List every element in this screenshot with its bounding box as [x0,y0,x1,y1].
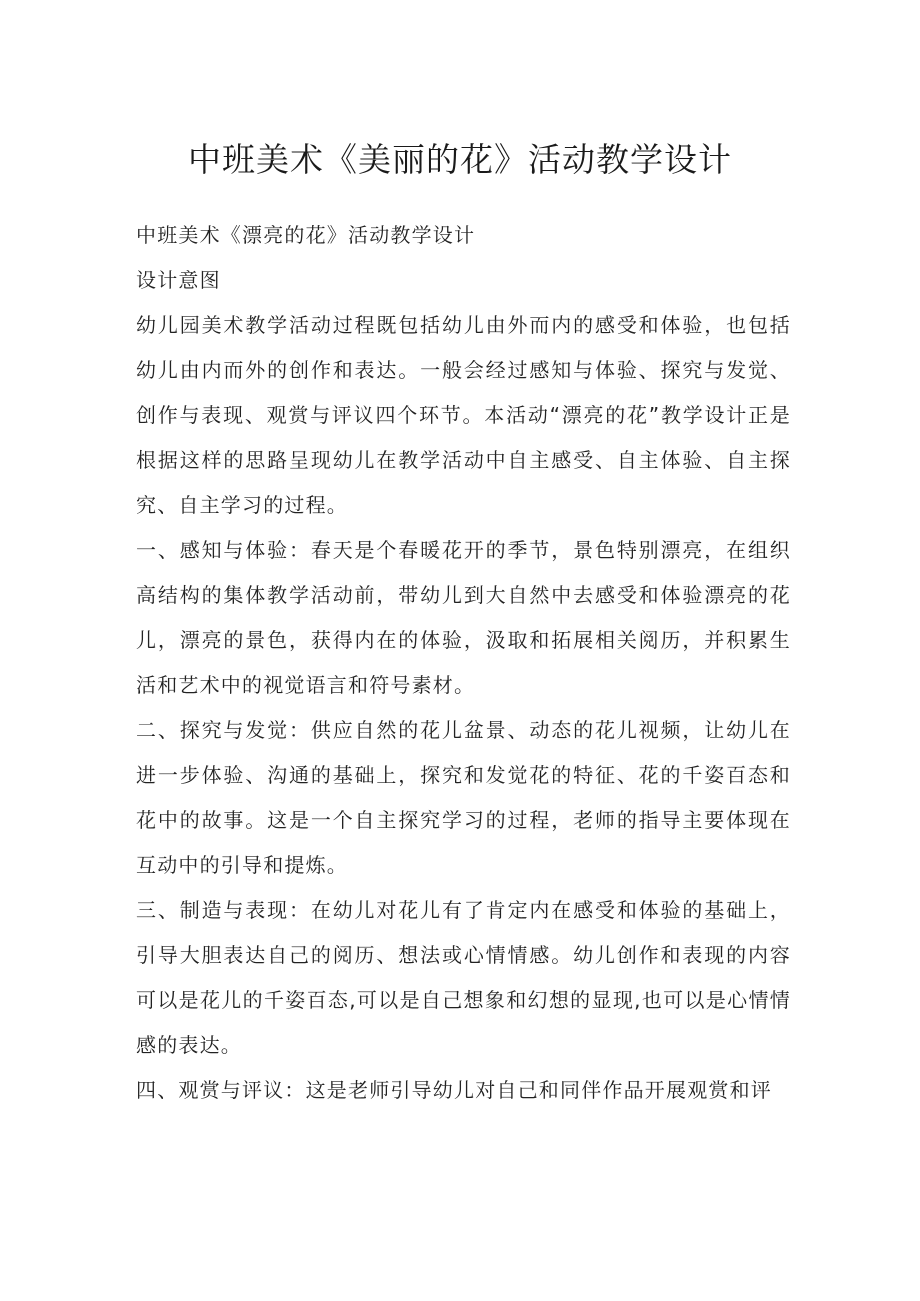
document-title: 中班美术《美丽的花》活动教学设计 [188,140,732,179]
paragraph: 四、观赏与评议：这是老师引导幼儿对自己和同伴作品开展观赏和评 [136,1078,772,1102]
paragraph: 幼儿园美术教学活动过程既包括幼儿由外而内的感受和体验，也包括幼儿由内而外的创作和表达。一般会经过感知与体验、探究与发觉、创作与表现、观赏与评议四个环节。本活动“漂亮的花”教学设计正是根据这样的思路呈现幼儿在教学活动中自主感受、自主体验、自主探究、自主学习的过程。 [136,313,791,517]
section-heading: 设计意图 [136,268,221,292]
document-body [136,213,791,1113]
document-subtitle: 中班美术《漂亮的花》活动教学设计 [136,223,476,247]
paragraph: 三、制造与表现：在幼儿对花儿有了肯定内在感受和体验的基础上，引导大胆表达自己的阅历、想法或心情情感。幼儿创作和表现的内容可以是花儿的千姿百态,可以是自己想象和幻想的显现,也可以是心情情感的表达。 [136,898,791,1057]
paragraph: 二、探究与发觉：供应自然的花儿盆景、动态的花儿视频，让幼儿在进一步体验、沟通的基础上，探究和发觉花的特征、花的千姿百态和花中的故事。这是一个自主探究学习的过程，老师的指导主要体现在互动中的引导和提炼。 [136,718,791,877]
paragraph: 一、感知与体验：春天是个春暖花开的季节，景色特别漂亮，在组织高结构的集体教学活动前，带幼儿到大自然中去感受和体验漂亮的花儿，漂亮的景色，获得内在的体验，汲取和拓展相关阅历，并积累生活和艺术中的视觉语言和符号素材。 [136,538,791,697]
